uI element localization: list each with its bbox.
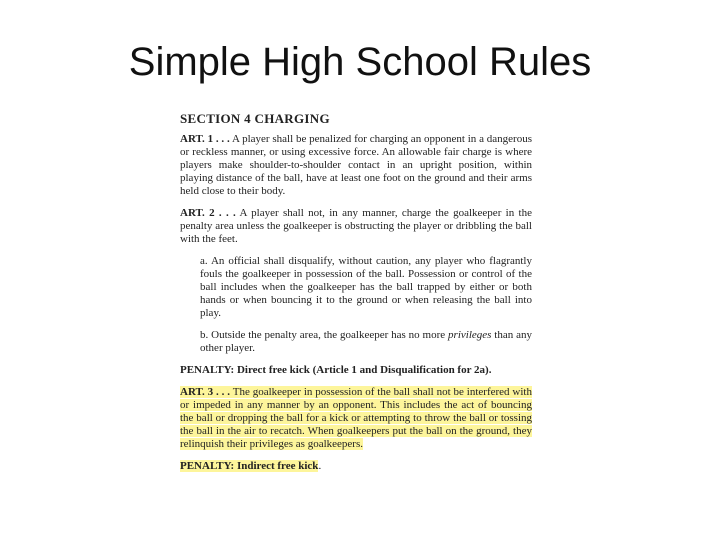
penalty-direct: PENALTY: Direct free kick (Article 1 and Disqualification for 2a). <box>180 364 492 376</box>
article-2-sub-a: a. An official shall disqualify, without caution, any player who flagrantly fouls the goalkeeper in possession of the ball. Possession or control of the ball includes when the goalkeeper has the ball trapped by either or both hands or when bouncing it to the ground or when releasing the ball into play. <box>200 255 532 319</box>
penalty-indirect-end: . <box>318 460 322 472</box>
article-1-label: ART. 1 . . . <box>180 133 230 145</box>
article-1-text: A player shall be penalized for charging an opponent in a dangerous or reckless manner, or using excessive force. An allowable fair charge is where players make shoulder-to-shoulder contact in an upright position, within playing distance of the ball, have at least one foot on the ground and their arms held close to their body. <box>180 133 532 197</box>
article-3-label: ART. 3 . . . <box>180 386 231 398</box>
penalty-indirect-label: PENALTY: Indirect free kick <box>180 460 319 472</box>
article-3-text: The goalkeeper in possession of the ball shall not be interfered with or impeded in any manner by an opponent. This includes the act of bouncing the ball or dropping the ball for a kick or attempting to throw the ball or tossing the ball in the air to recatch. When goalkeepers put the ball on the ground, they relinquish their privileges as goalkeepers. <box>180 386 532 450</box>
article-3 <box>180 386 532 451</box>
article-2-sub-b-pre: b. Outside the penalty area, the goalkeeper has no more <box>200 329 449 341</box>
penalty-indirect <box>180 460 532 473</box>
article-2-text: A player shall not, in any manner, charge the goalkeeper in the penalty area unless the goalkeeper is obstructing the player or dribbling the ball with the feet. <box>180 207 532 245</box>
article-2-label: ART. 2 . . . <box>180 207 236 219</box>
article-2 <box>180 207 532 246</box>
article-2-sub-b <box>200 329 532 355</box>
rulebook-excerpt <box>180 111 532 473</box>
article-2-sub-b-emphasis: privileges <box>448 329 492 341</box>
section-heading: SECTION 4 CHARGING <box>180 111 330 126</box>
slide-title: Simple High School Rules <box>128 40 592 84</box>
article-1 <box>180 133 532 198</box>
article-2-sub-b-post: than any other player. <box>200 329 533 354</box>
